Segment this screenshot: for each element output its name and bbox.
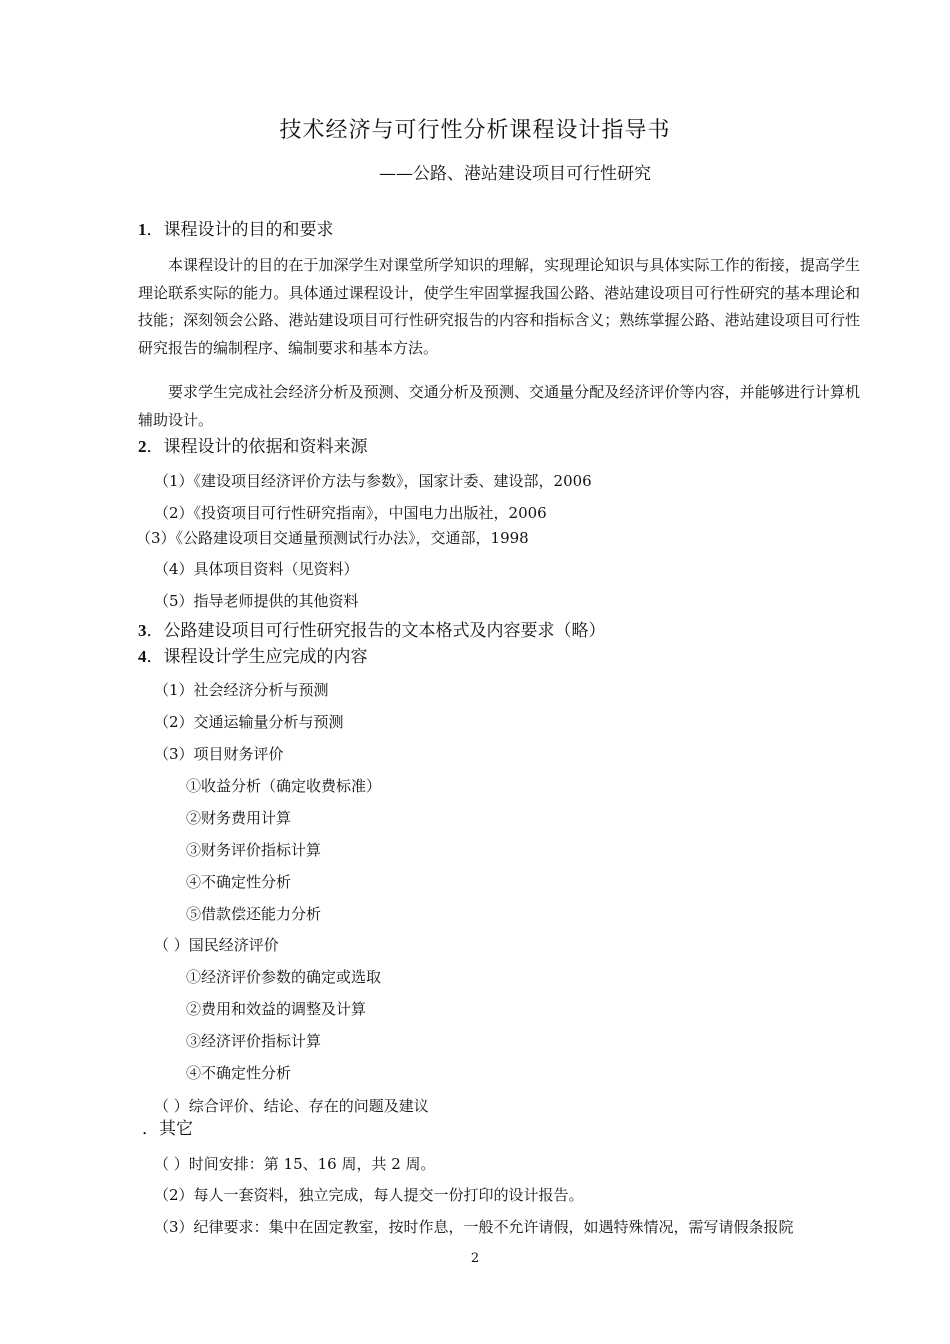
section-3-heading (138, 620, 606, 642)
reference-item-4: （4）具体项目资料（见资料） (154, 560, 359, 578)
document-subtitle: ——公路、港站建设项目可行性研究 (379, 164, 651, 184)
section-1-title: ．课程设计的目的和要求 (146, 220, 334, 240)
section-5-heading: ．其它 (142, 1119, 193, 1139)
content-subitem: ③财务评价指标计算 (186, 841, 322, 859)
other-item-1: （ ）时间安排：第 15、16 周，共 2 周。 (154, 1155, 436, 1173)
content-item-5: （ ）综合评价、结论、存在的问题及建议 (154, 1097, 429, 1115)
document-title: 技术经济与可行性分析课程设计指导书 (279, 118, 671, 143)
content-item-1: （1）社会经济分析与预测 (154, 681, 329, 699)
content-subitem: ③经济评价指标计算 (186, 1032, 322, 1050)
section-3-title: ．公路建设项目可行性研究报告的文本格式及内容要求（略） (146, 621, 606, 641)
reference-item-3: （3）《公路建设项目交通量预测试行办法》，交通部，1998 (136, 529, 529, 547)
other-item-2: （2）每人一套资料，独立完成，每人提交一份打印的设计报告。 (154, 1186, 584, 1204)
section-1-number: 1 (138, 220, 147, 239)
reference-item-1: （1）《建设项目经济评价方法与参数》，国家计委、建设部，2006 (154, 472, 592, 490)
section-4-title: ．课程设计学生应完成的内容 (146, 647, 368, 667)
section-2-title: ．课程设计的依据和资料来源 (146, 437, 368, 457)
content-item-4: （ ）国民经济评价 (154, 936, 279, 954)
reference-item-5: （5）指导老师提供的其他资料 (154, 592, 359, 610)
content-subitem: ⑤借款偿还能力分析 (186, 905, 322, 923)
section-4-number: 4 (138, 647, 147, 666)
content-item-2: （2）交通运输量分析与预测 (154, 713, 344, 731)
section-1-heading (138, 219, 334, 241)
content-subitem: ④不确定性分析 (186, 1064, 292, 1082)
section-2-heading (138, 436, 368, 458)
content-subitem: ②财务费用计算 (186, 809, 292, 827)
section-4-heading (138, 646, 368, 668)
other-item-3: （3）纪律要求：集中在固定教室，按时作息，一般不允许请假，如遇特殊情况，需写请假条报院 (154, 1218, 794, 1236)
reference-item-2: （2）《投资项目可行性研究指南》，中国电力出版社，2006 (154, 504, 547, 522)
content-subitem: ②费用和效益的调整及计算 (186, 1000, 367, 1018)
content-subitem: ④不确定性分析 (186, 873, 292, 891)
content-subitem: ①收益分析（确定收费标准） (186, 777, 382, 795)
content-subitem: ①经济评价参数的确定或选取 (186, 968, 382, 986)
section-1-paragraph-2: 要求学生完成社会经济分析及预测、交通分析及预测、交通量分配及经济评价等内容，并能够进行计算机辅助设计。 (138, 383, 860, 429)
page-number: 2 (470, 1251, 480, 1266)
section-3-number: 3 (138, 621, 147, 640)
section-2-number: 2 (138, 437, 147, 456)
content-item-3: （3）项目财务评价 (154, 745, 284, 763)
section-1-paragraph-1: 本课程设计的目的在于加深学生对课堂所学知识的理解，实现理论知识与具体实际工作的衔接，提高学生理论联系实际的能力。具体通过课程设计，使学生牢固掌握我国公路、港站建设项目可行性研究的基本理论和技能；深刻领会公路、港站建设项目可行性研究报告的内容和指标含义；熟练掌握公路、港站建设项目可行性研究报告的编制程序、编制要求和基本方法。 (138, 256, 860, 357)
